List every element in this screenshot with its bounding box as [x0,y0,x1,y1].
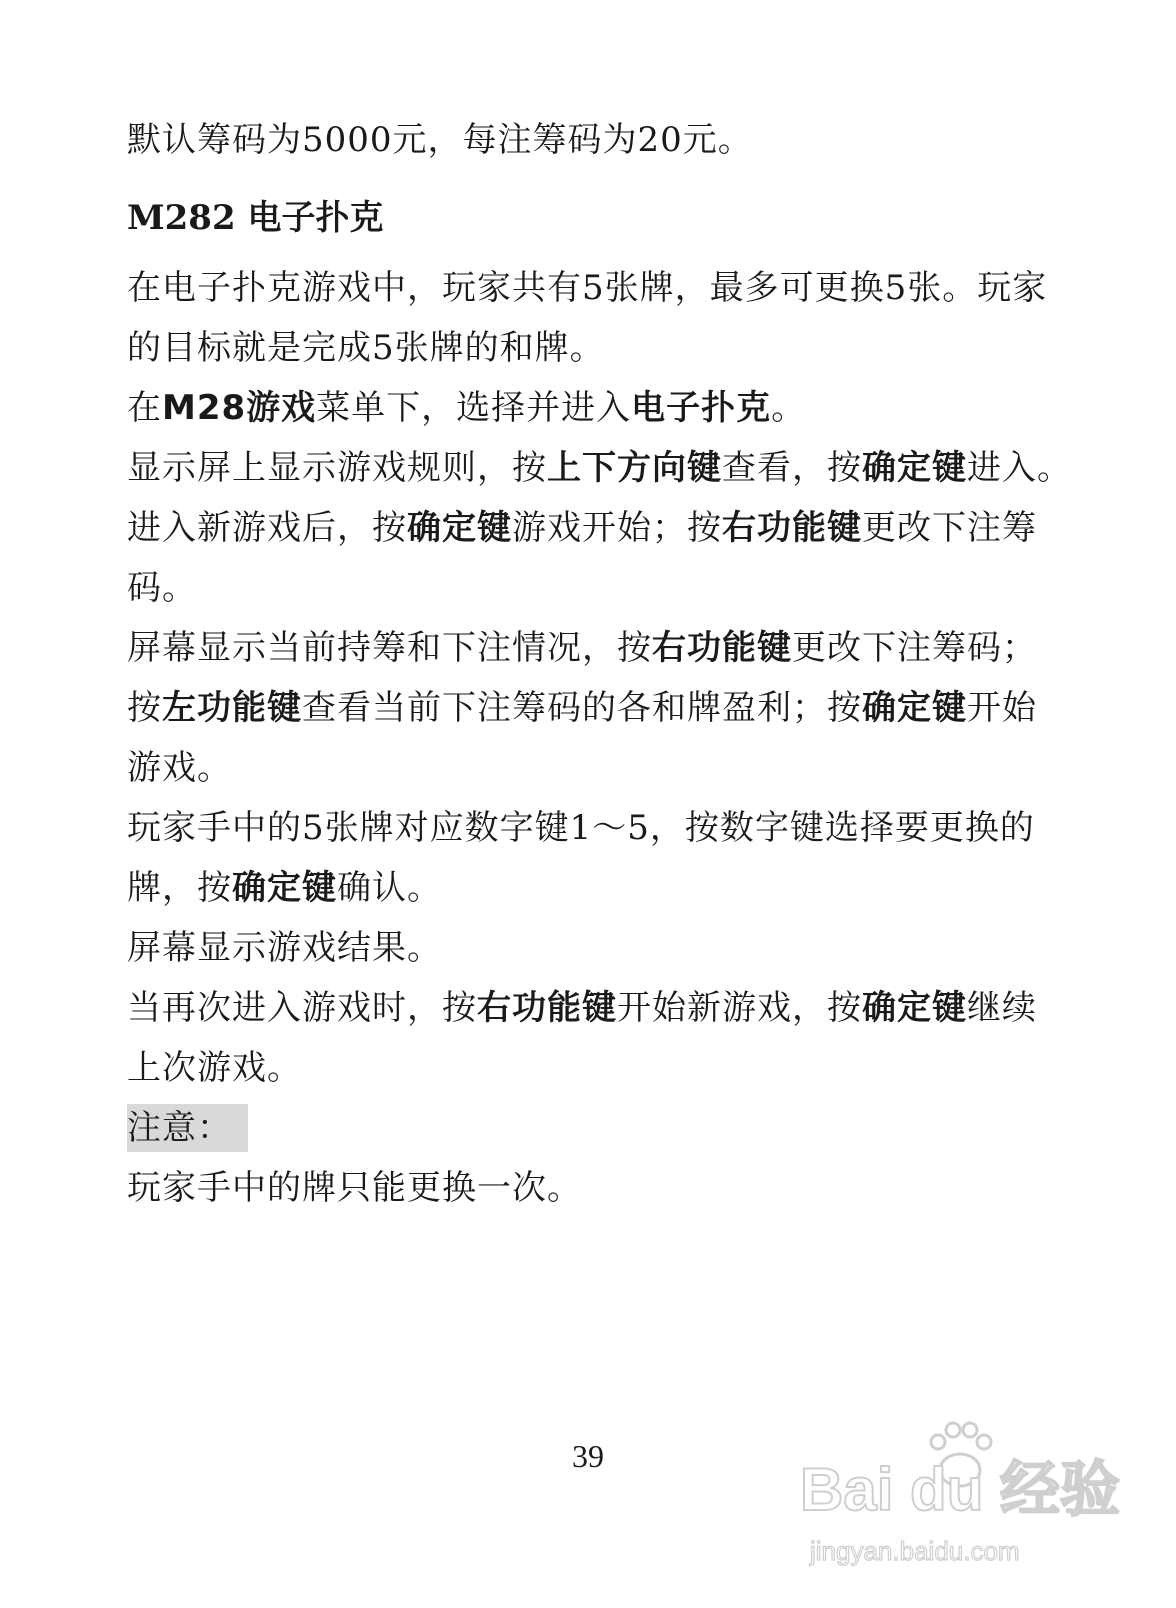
watermark-brand-text: Bai du 经验 [800,1456,1121,1523]
key-name: 确定键 [862,688,967,728]
paragraph-line: 玩家手中的5张牌对应数字键1～5，按数字键选择要更换的 [127,808,1035,848]
baidu-watermark-logo [800,1400,1121,1570]
note-text: 玩家手中的牌只能更换一次。 [127,1168,582,1208]
key-name: 右功能键 [652,628,792,668]
document-body [127,110,1087,1218]
key-name: 右功能键 [477,988,617,1028]
key-name: 上下方向键 [547,448,722,488]
paragraph-line: 的目标就是完成5张牌的和牌。 [127,328,605,368]
paragraph-line: 当再次进入游戏时，按右功能键开始新游戏，按确定键继续 [127,988,1037,1028]
paragraph-line: 进入新游戏后，按确定键游戏开始；按右功能键更改下注筹 [127,508,1037,548]
key-name: 确定键 [862,988,967,1028]
paragraph-line: 显示屏上显示游戏规则，按上下方向键查看，按确定键进入。 [127,448,1072,488]
paragraph-line: 牌，按确定键确认。 [127,868,442,908]
note-label: 注意： [127,1104,248,1152]
menu-name: M28游戏 [162,388,317,428]
paragraph-line: 按左功能键查看当前下注筹码的各和牌盈利；按确定键开始 [127,688,1037,728]
paragraph-line: 在电子扑克游戏中，玩家共有5张牌，最多可更换5张。玩家 [127,268,1048,308]
paragraph-line: 游戏。 [127,748,232,788]
paragraph-line: 上次游戏。 [127,1048,302,1088]
key-name: 确定键 [407,508,512,548]
key-name: 确定键 [232,868,337,908]
page-number: 39 [572,1438,604,1474]
paragraph-line: 码。 [127,568,197,608]
key-name: 右功能键 [722,508,862,548]
paragraph-line: 屏幕显示当前持筹和下注情况，按右功能键更改下注筹码； [127,628,1037,668]
key-name: 确定键 [862,448,967,488]
note-line [127,1098,1087,1158]
paragraph-line: 屏幕显示游戏结果。 [127,928,442,968]
watermark-url-text: jingyan.baidu.com [810,1536,1020,1566]
intro-line: 默认筹码为5000元，每注筹码为20元。 [127,120,753,160]
game-name: 电子扑克 [631,388,772,428]
paragraph-line: 在M28游戏菜单下，选择并进入电子扑克。 [127,388,807,428]
key-name: 左功能键 [162,688,302,728]
section-heading: M282 电子扑克 [127,198,384,238]
